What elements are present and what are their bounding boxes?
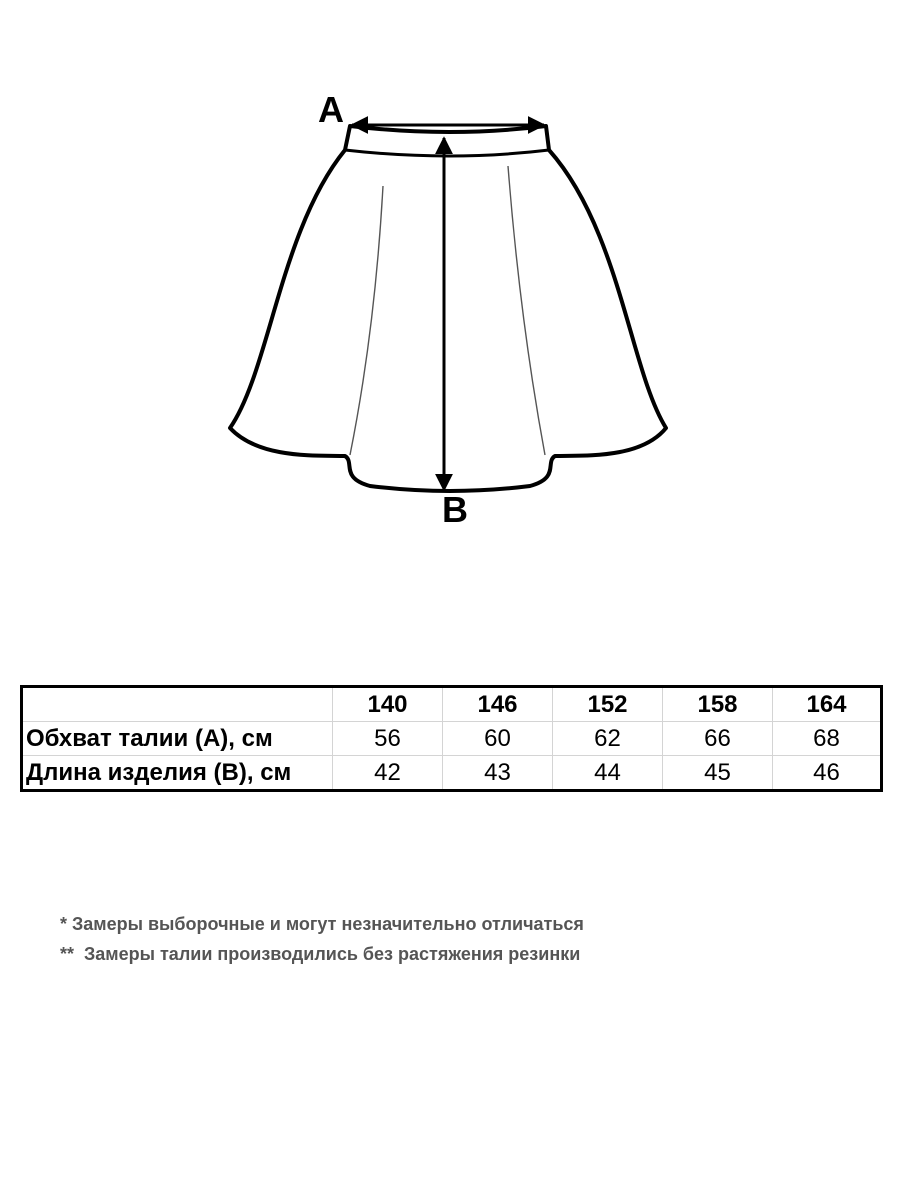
- table-cell: 68: [773, 722, 882, 756]
- table-cell: 62: [553, 722, 663, 756]
- skirt-outline: [230, 126, 666, 491]
- footnote-waist-measurement: ** Замеры талии производились без растяжения резинки: [60, 944, 581, 964]
- row-label: Обхват талии (А), см: [22, 722, 333, 756]
- footnote-sample-measurements: * Замеры выборочные и могут незначительно отличаться: [60, 914, 584, 934]
- size-header: 164: [773, 687, 882, 722]
- size-table: [20, 685, 883, 792]
- label-a: A: [318, 89, 344, 130]
- table-cell: 42: [333, 756, 443, 791]
- size-header: 152: [553, 687, 663, 722]
- size-header: 146: [443, 687, 553, 722]
- row-label: Длина изделия (В), см: [22, 756, 333, 791]
- table-cell: 43: [443, 756, 553, 791]
- table-row: [22, 722, 882, 756]
- size-header-row: [22, 687, 882, 722]
- size-header: 140: [333, 687, 443, 722]
- table-cell: 45: [663, 756, 773, 791]
- table-cell: 56: [333, 722, 443, 756]
- corner-cell: [22, 687, 333, 722]
- table-cell: 46: [773, 756, 882, 791]
- table-cell: 60: [443, 722, 553, 756]
- size-header: 158: [663, 687, 773, 722]
- label-b: B: [442, 489, 468, 530]
- skirt-diagram: [0, 0, 900, 560]
- table-cell: 44: [553, 756, 663, 791]
- table-row: [22, 756, 882, 791]
- table-cell: 66: [663, 722, 773, 756]
